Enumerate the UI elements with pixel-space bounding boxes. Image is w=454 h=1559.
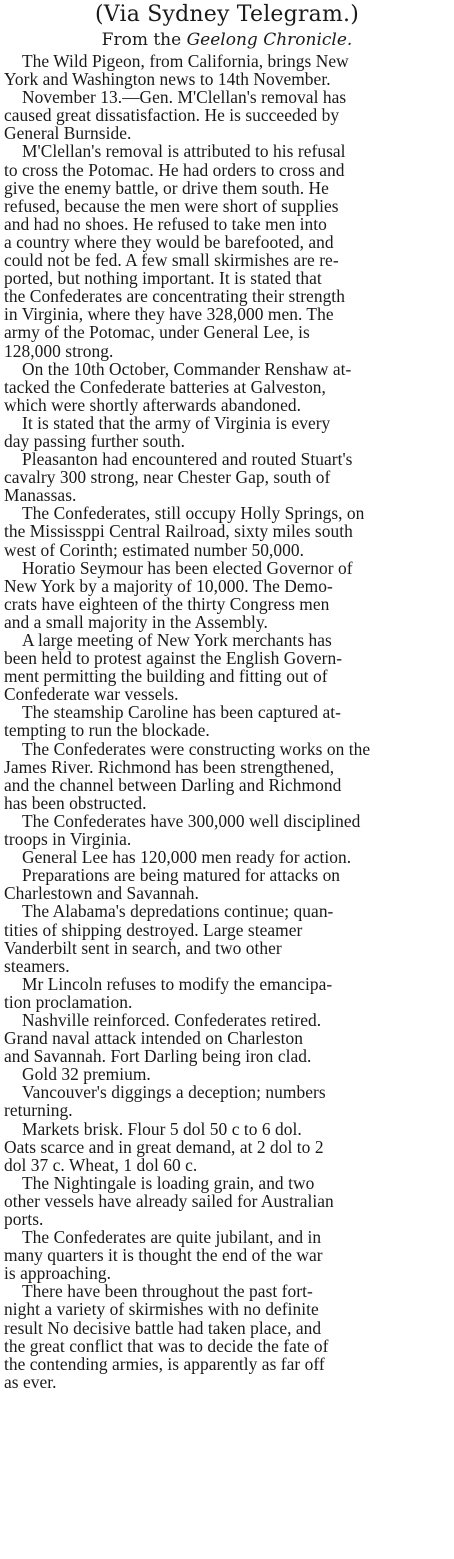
text-line: On the 10th October, Commander Renshaw at- [22,358,352,379]
paragraph-wild-pigeon [4,52,454,88]
text-line: the Confederates are concentrating their strength [4,286,345,307]
text-line: York and Washington news to 14th November. [4,69,331,90]
paragraph-nashville [4,1011,454,1065]
text-line: tion proclamation. [4,991,133,1012]
text-line: The Wild Pigeon, from California, brings New [22,51,349,71]
text-line: army of the Potomac, under General Lee, is [4,322,310,343]
text-line: November 13.—Gen. M'Clellan's removal has [22,87,347,108]
text-line: cavalry 300 strong, near Chester Gap, south of [4,467,331,488]
text-line: ment permitting the building and fitting out of [4,666,328,687]
paragraph-markets [4,1120,454,1174]
text-line: Nashville reinforced. Confederates retired. [22,1009,322,1030]
paragraph-james-river [4,740,454,812]
text-line: ported, but nothing important. It is stated that [4,268,322,289]
article-body [0,52,454,1391]
paragraph-holly-springs [4,504,454,558]
text-line: night a variety of skirmishes with no definite [4,1299,319,1320]
headline: (Via Sydney Telegram.) [94,2,360,27]
text-line: tacked the Confederate batteries at Galveston, [4,376,326,397]
text-line: result No decisive battle had taken place, and [4,1317,322,1338]
paragraph-mcclellan-removal [4,88,454,142]
text-line: Confederate war vessels. [4,684,179,705]
text-line: General Burnside. [4,123,132,144]
text-line: in Virginia, where they have 328,000 men. The [4,304,334,325]
text-line: Grand naval attack intended on Charleston [4,1028,304,1049]
text-line: many quarters it is thought the end of the war [4,1245,323,1266]
text-line: Horatio Seymour has been elected Governor of [22,557,353,578]
paragraph-alabama [4,902,454,974]
text-line: other vessels have already sailed for Australian [4,1190,334,1211]
text-line: the contending armies, is apparently as far off [4,1353,325,1374]
paragraph-merchants-meeting [4,631,454,703]
source-line [0,29,454,51]
text-line: ports. [4,1209,44,1229]
text-line: give the enemy battle, or drive them south. He [4,177,329,198]
text-line: Vancouver's diggings a deception; numbers [22,1082,326,1103]
text-line: Mr Lincoln refuses to modify the emancipa- [22,973,333,994]
text-line: the Mississppi Central Railroad, sixty miles south [4,521,353,542]
source-prefix: From the [101,30,182,50]
paragraph-vancouver [4,1083,454,1119]
text-line: crats have eighteen of the thirty Congress men [4,593,330,614]
text-line: a country where they would be barefooted, and [4,231,334,252]
text-line: James River. Richmond has been strengthened, [4,756,335,777]
text-line: and had no shoes. He refused to take men into [4,213,327,234]
paragraph-galveston [4,360,454,414]
paragraph-caroline [4,703,454,739]
paragraph-general-lee [4,848,454,866]
text-line: Gold 32 premium. [22,1064,151,1085]
text-line: as ever. [4,1371,57,1392]
text-line: has been obstructed. [4,792,147,813]
paragraph-army-of-virginia [4,414,454,450]
text-line: The Confederates have 300,000 well disciplined [22,810,361,831]
text-line: and Savannah. Fort Darling being iron clad. [4,1046,312,1067]
text-line: dol 37 c. Wheat, 1 dol 60 c. [4,1154,198,1175]
paragraph-gold [4,1065,454,1083]
paragraph-preparations [4,866,454,902]
text-line: There have been throughout the past fort- [22,1281,313,1302]
text-line: been held to protest against the English Govern- [4,648,343,669]
text-line: A large meeting of New York merchants has [22,630,332,650]
text-line: Manassas. [4,485,77,506]
text-line: refused, because the men were short of supplies [4,195,339,216]
text-line: west of Corinth; estimated number 50,000. [4,539,305,560]
paragraph-nightingale [4,1174,454,1228]
paragraph-skirmishes [4,1282,454,1391]
text-line: It is stated that the army of Virginia is every [22,412,331,433]
text-line: troops in Virginia. [4,829,132,850]
text-line: Oats scarce and in great demand, at 2 dol to 2 [4,1136,324,1157]
text-line: which were shortly afterwards abandoned. [4,394,302,415]
text-line: could not be fed. A few small skirmishes are re- [4,250,339,271]
paragraph-lincoln [4,975,454,1011]
paragraph-jubilant [4,1228,454,1282]
text-line: Preparations are being matured for attacks on [22,865,341,886]
source-name: Geelong Chronicle. [186,30,353,50]
paragraph-mcclellan-refusal [4,142,454,359]
text-line: The Confederates, still occupy Holly Springs, on [22,503,365,524]
text-line: returning. [4,1100,73,1121]
text-line: to cross the Potomac. He had orders to cross and [4,159,345,180]
text-line: Markets brisk. Flour 5 dol 50 c to 6 dol. [22,1118,302,1139]
text-line: is approaching. [4,1263,111,1284]
text-line: tities of shipping destroyed. Large steamer [4,919,303,940]
text-line: and the channel between Darling and Richmond [4,774,342,795]
text-line: The Confederates are quite jubilant, and in [22,1227,322,1248]
text-line: The Alabama's depredations continue; quan- [22,901,334,922]
text-line: Pleasanton had encountered and routed Stuart's [22,449,353,470]
text-line: Vanderbilt sent in search, and two other [4,937,282,958]
text-line: Charlestown and Savannah. [4,883,199,904]
text-line: tempting to run the blockade. [4,720,210,741]
text-line: day passing further south. [4,430,185,451]
text-line: 128,000 strong. [4,340,114,361]
text-line: General Lee has 120,000 men ready for action. [22,847,352,868]
text-line: and a small majority in the Assembly. [4,611,268,632]
text-line: steamers. [4,955,70,976]
paragraph-pleasanton [4,450,454,504]
text-line: The steamship Caroline has been captured at- [22,702,341,723]
text-line: the great conflict that was to decide the fate of [4,1335,329,1356]
paragraph-horatio-seymour [4,559,454,631]
text-line: M'Clellan's removal is attributed to his refusal [22,141,346,162]
text-line: New York by a majority of 10,000. The Demo- [4,575,333,596]
paragraph-300000-troops [4,812,454,848]
text-line: The Nightingale is loading grain, and two [22,1172,315,1193]
text-line: The Confederates were constructing works on the [22,738,371,759]
text-line: caused great dissatisfaction. He is succeeded by [4,105,340,126]
